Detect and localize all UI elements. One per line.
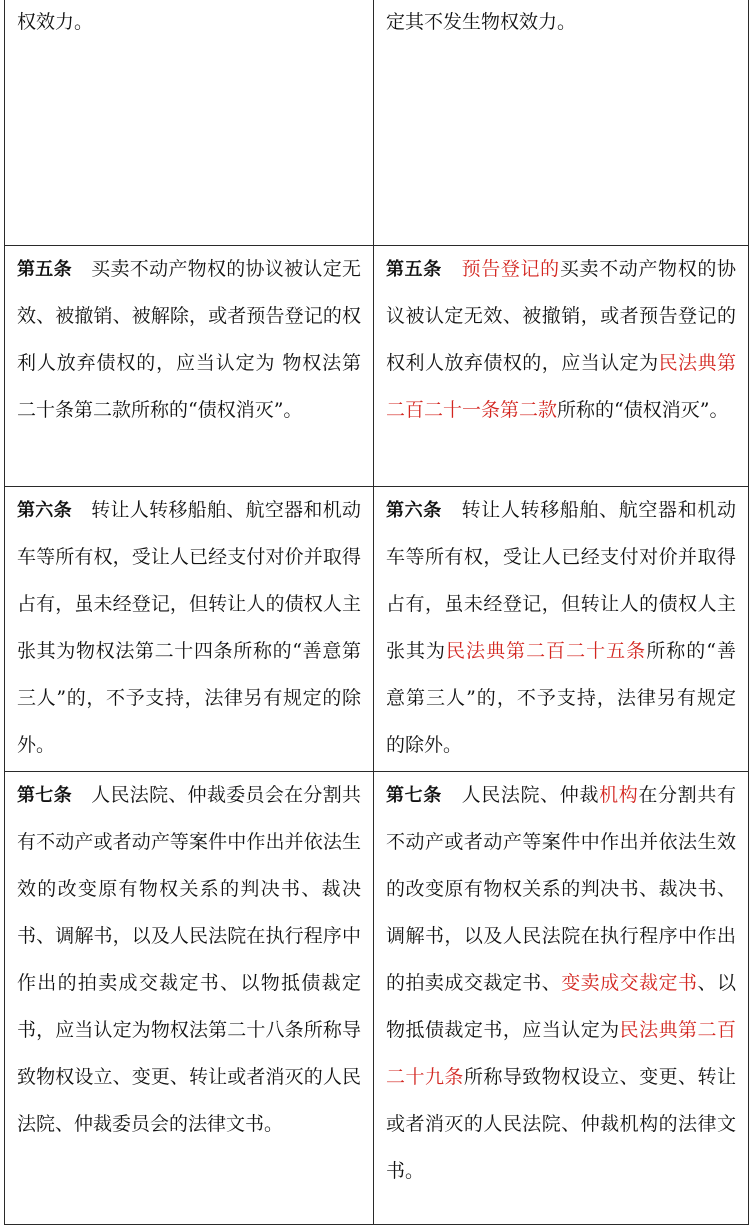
- article-text: 在分割共有不动产或者动产等案件中作出并依法生效的改变原有物权关系的判决书、裁决书、调解书，以及人民法院在执行程序中作出的拍卖成交裁定书、: [386, 784, 736, 994]
- original-text-cell: [5, 246, 374, 487]
- article-number: 第六条: [17, 500, 72, 521]
- article-number: 第七条: [386, 785, 442, 806]
- comparison-table: [4, 0, 749, 1225]
- table-row: [5, 772, 749, 1225]
- article-text: [442, 258, 462, 280]
- revised-text: 机构: [599, 784, 639, 806]
- original-text-cell: [5, 772, 374, 1225]
- article-text: 买卖不动产物权的协议被认定无效、被撤销，或者预告登记的权利人放弃债权的，应当认定为: [386, 258, 736, 374]
- article-text: 权效力。: [17, 11, 94, 33]
- revised-text: 民法典第二百二十五条: [446, 640, 647, 662]
- article-text: 所称导致物权设立、变更、转让或者消灭的人民法院、仲裁机构的法律文书。: [386, 1066, 736, 1182]
- revised-text: 变卖成交裁定书: [561, 972, 698, 994]
- article-number: 第六条: [386, 500, 442, 521]
- table-row: [5, 487, 749, 772]
- article-text: 、以物抵债裁定书，应当认定为: [386, 972, 736, 1041]
- article-text: 定其不发生物权效力。: [386, 11, 577, 33]
- article-text: 转让人转移船舶、航空器和机动车等所有权，受让人已经支付对价并取得占有，虽未经登记，但转让人的债权人主张其为物权法第二十四条所称的“善意第三人”的，不予支持，法律另有规定的除外。: [17, 499, 361, 756]
- article-text: 所称的“善意第三人”的，不予支持，法律另有规定的除外。: [386, 640, 736, 756]
- article-text: 人民法院、仲裁: [441, 784, 600, 806]
- original-text-cell: [5, 0, 374, 246]
- revised-text: 预告登记的: [461, 258, 560, 280]
- revised-text-cell: [374, 0, 749, 246]
- revised-text-cell: [374, 772, 749, 1225]
- article-number: 第五条: [386, 259, 442, 280]
- revised-text: 民法典第二百二十一条第二款: [386, 352, 736, 421]
- article-text: 人民法院、仲裁委员会在分割共有不动产或者动产等案件中作出并依法生效的改变原有物权关系的判决书、裁决书、调解书，以及人民法院在执行程序中作出的拍卖成交裁定书、以物抵债裁定书，应当认定为物权法第二十八条所称导致物权设立、变更、转让或者消灭的人民法院、仲裁委员会的法律文书。: [17, 784, 361, 1135]
- article-text: 所称的“债权消灭”。: [557, 399, 729, 421]
- revised-text-cell: [374, 246, 749, 487]
- article-number: 第七条: [17, 785, 72, 806]
- revised-text-cell: [374, 487, 749, 772]
- original-text-cell: [5, 487, 374, 772]
- table-row: [5, 0, 749, 246]
- article-text: 买卖不动产物权的协议被认定无效、被撤销、被解除，或者预告登记的权利人放弃债权的，应当认定为 物权法第二十条第二款所称的“债权消灭”。: [17, 258, 361, 421]
- article-text: 转让人转移船舶、航空器和机动车等所有权，受让人已经支付对价并取得占有，虽未经登记，但转让人的债权人主张其为: [386, 499, 736, 662]
- table-row: [5, 246, 749, 487]
- article-number: 第五条: [17, 259, 72, 280]
- revised-text: 民法典第二百二十九条: [386, 1019, 736, 1088]
